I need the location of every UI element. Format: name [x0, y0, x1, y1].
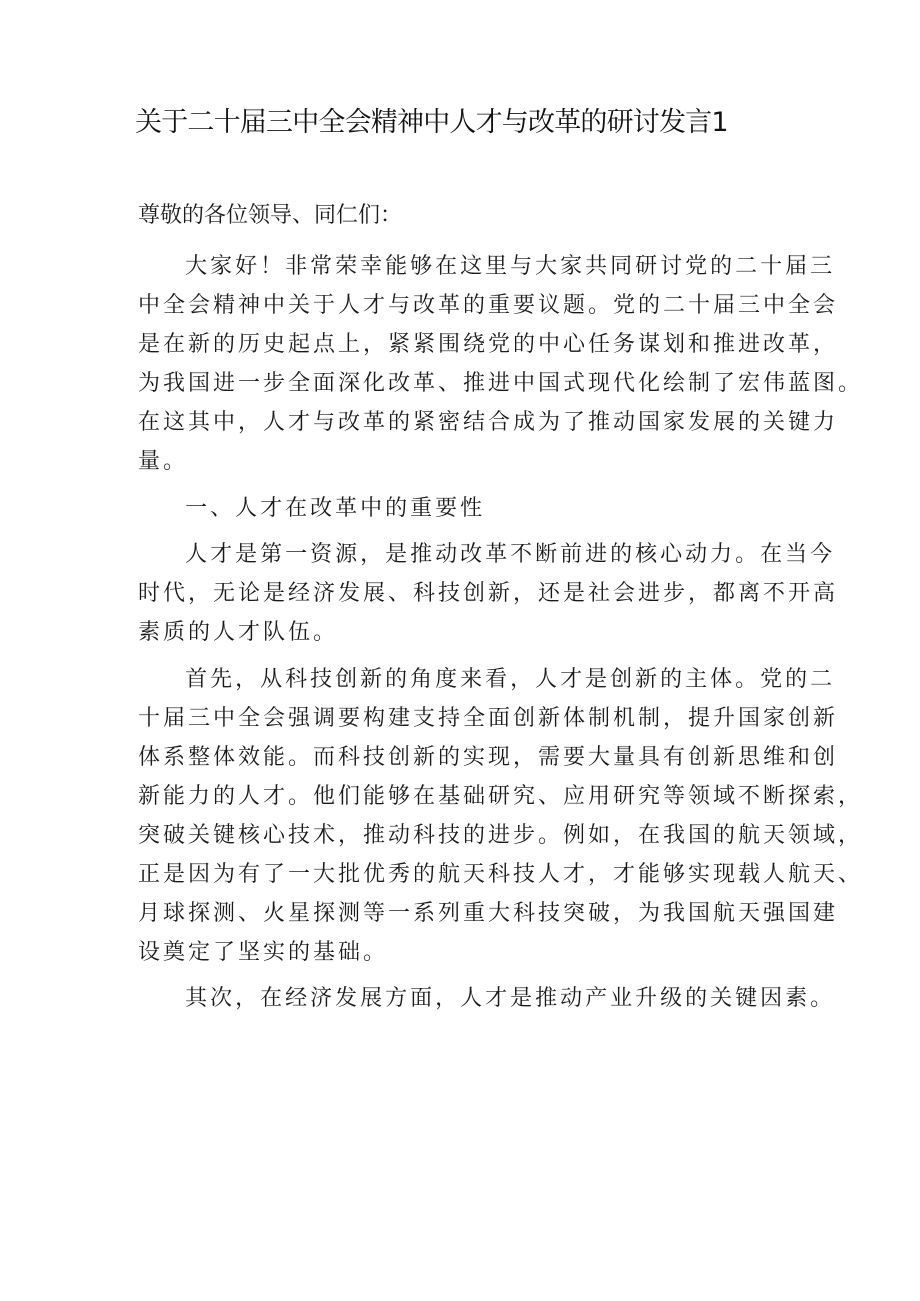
paragraph-economy — [138, 979, 836, 1018]
text-line: 体系整体效能。而科技创新的实现，需要大量具有创新思维和创 — [138, 744, 839, 770]
text-line: 十届三中全会强调要构建支持全面创新体制机制，提升国家创新 — [138, 705, 839, 731]
text-line: 素质的人才队伍。 — [138, 620, 339, 645]
text-line: 中全会精神中关于人才与改革的重要议题。党的二十届三中全会 — [138, 293, 839, 318]
text-line: 是在新的历史起点上，紧紧围绕党的中心任务谋划和推进改革， — [138, 332, 839, 357]
text-line: 量。 — [138, 449, 189, 474]
text-line: 时代，无论是经济发展、科技创新，还是社会进步，都离不开高 — [138, 581, 839, 606]
text-line: 月球探测、火星探测等一系列重大科技突破，为我国航天强国建 — [138, 900, 839, 926]
section-heading-text: 一、人才在改革中的重要性 — [185, 495, 486, 521]
text-line: 首先，从科技创新的角度来看，人才是创新的主体。党的二 — [185, 666, 836, 692]
text-line: 大家好！非常荣幸能够在这里与大家共同研讨党的二十届三 — [185, 254, 836, 279]
text-line: 为我国进一步全面深化改革、推进中国式现代化绘制了宏伟蓝图。 — [138, 371, 864, 396]
text-line: 其次，在经济发展方面，人才是推动产业升级的关键因素。 — [185, 986, 836, 1011]
paragraph-tech-innovation — [138, 660, 864, 972]
text-line: 正是因为有了一大批优秀的航天科技人才，才能够实现载人航天、 — [138, 861, 864, 887]
document-title: 关于二十届三中全会精神中人才与改革的研讨发言1 — [135, 107, 728, 138]
section-heading — [138, 489, 786, 528]
paragraph-greeting — [138, 247, 864, 481]
text-line: 突破关键核心技术，推动科技的进步。例如，在我国的航天领域， — [138, 822, 864, 848]
text-line: 设奠定了坚实的基础。 — [138, 939, 389, 965]
text-line: 在这其中，人才与改革的紧密结合成为了推动国家发展的关键力 — [138, 410, 839, 435]
text-line: 人才是第一资源，是推动改革不断前进的核心动力。在当今 — [185, 542, 836, 567]
text-line: 新能力的人才。他们能够在基础研究、应用研究等领域不断探索， — [138, 783, 864, 809]
paragraph-talent-resource — [138, 535, 839, 652]
document-body — [138, 247, 864, 1026]
salutation: 尊敬的各位领导、同仁们： — [138, 203, 403, 228]
